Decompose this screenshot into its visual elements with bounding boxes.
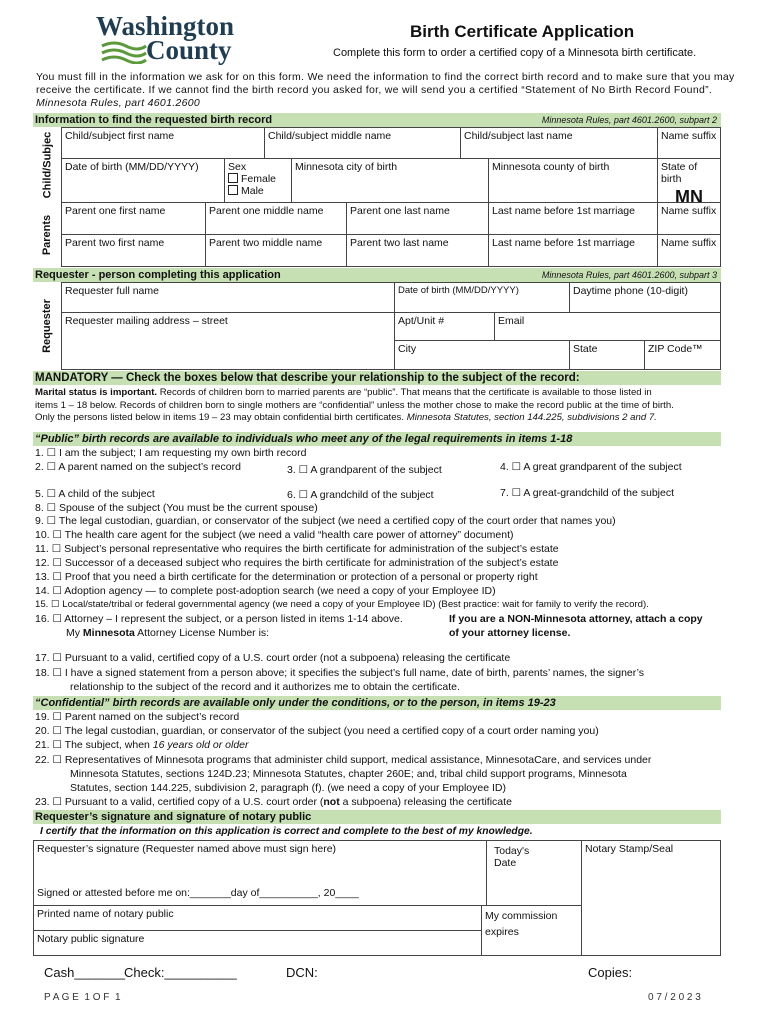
- record-section-ref: Minnesota Rules, part 4601.2600, subpart 2: [541, 115, 717, 125]
- item-14-checkbox[interactable]: 14. ☐ Adoption agency — to complete post-adoption search (we need a copy of your Employee ID): [35, 585, 496, 597]
- mandatory-header: MANDATORY — Check the boxes below that describe your relationship to the subject of the record:: [33, 371, 721, 385]
- requester-section-ref: Minnesota Rules, part 4601.2600, subpart 3: [541, 270, 717, 280]
- todays-date-label: Today's Date: [494, 845, 530, 869]
- attorney-license-label: My Minnesota Attorney License Number is:: [66, 627, 270, 639]
- item-15-checkbox[interactable]: 15. ☐ Local/state/tribal or federal governmental agency (we need a copy of your Employee ID) (Best practice: wait for family to verify the record).: [35, 599, 649, 610]
- mn-county-of-birth-field[interactable]: Minnesota county of birth: [488, 158, 658, 203]
- dcn-field[interactable]: DCN:: [286, 965, 318, 980]
- requester-signature-label: Requester’s signature (Requester named above must sign here): [37, 843, 337, 855]
- signature-section-header: Requester’s signature and signature of notary public: [33, 810, 721, 824]
- item-3-checkbox[interactable]: 3. ☐ A grandparent of the subject: [287, 464, 442, 476]
- item-21-checkbox[interactable]: 21. ☐ The subject, when 16 years old or older: [35, 739, 249, 751]
- requester-section-title: Requester - person completing this application: [35, 269, 281, 281]
- intro-body: You must fill in the information we ask for on this form. We need the information to find the correct birth record and to make sure that you may receive the certificate. If we cannot find the birth record you asked for, we will send you a certified “Statement of No Birth Record Found”.: [36, 71, 735, 96]
- parent-two-maiden-name-field[interactable]: Last name before 1st marriage: [488, 234, 658, 267]
- public-records-header: “Public” birth records are available to individuals who meet any of the legal requirements in items 1-18: [33, 432, 721, 446]
- non-mn-attorney-note-2: of your attorney license.: [449, 627, 571, 639]
- parents-side-label: Parents: [41, 214, 54, 256]
- requester-full-name-field[interactable]: Requester full name: [61, 282, 395, 313]
- parent-two-middle-name-field[interactable]: Parent two middle name: [205, 234, 347, 267]
- state-of-birth-field: [657, 158, 721, 207]
- state-of-birth-label: State of birth: [661, 161, 698, 185]
- item-10-checkbox[interactable]: 10. ☐ The health care agent for the subject (we need a valid “health care power of attorney” document): [35, 529, 514, 541]
- requester-phone-field[interactable]: Daytime phone (10-digit): [569, 282, 721, 313]
- commission-expires-field[interactable]: My commission expires: [481, 905, 582, 956]
- logo-washington: Washington: [96, 11, 235, 41]
- female-checkbox[interactable]: Female: [228, 173, 288, 185]
- intro-text: [36, 71, 736, 110]
- child-dob-field[interactable]: Date of birth (MM/DD/YYYY): [61, 158, 225, 203]
- notary-printed-name-field[interactable]: Printed name of notary public: [33, 905, 482, 931]
- marital-status-note: [35, 387, 725, 425]
- item-12-checkbox[interactable]: 12. ☐ Successor of a deceased subject who requires the birth certificate for administration of the subject’s estate: [35, 557, 559, 569]
- child-side-label: Child/Subjec: [41, 131, 53, 199]
- item-2-checkbox[interactable]: 2. ☐ A parent named on the subject’s record: [35, 461, 241, 473]
- form-date: 0 7 / 2 0 2 3: [648, 992, 701, 1003]
- logo-county: County: [146, 35, 232, 65]
- parent-one-first-name-field[interactable]: Parent one first name: [61, 202, 206, 235]
- child-last-name-field[interactable]: Child/subject last name: [460, 127, 658, 159]
- marital-line3: Only the persons listed below in items 19 – 23 may obtain confidential birth certificates.: [35, 412, 405, 423]
- parent-two-suffix-field[interactable]: Name suffix: [657, 234, 721, 267]
- notary-stamp-field[interactable]: Notary Stamp/Seal: [581, 840, 721, 956]
- item-16-checkbox[interactable]: 16. ☐ Attorney – I represent the subject, or a person listed in items 1-14 above.: [35, 613, 403, 625]
- item-4-checkbox[interactable]: 4. ☐ A great grandparent of the subject: [500, 461, 682, 473]
- page-subtitle: Complete this form to order a certified copy of a Minnesota birth certificate.: [333, 47, 697, 59]
- marital-bold: Marital status is important.: [35, 387, 158, 398]
- item-18-continued: relationship to the subject of the record and it authorizes me to obtain the certificate.: [70, 681, 460, 693]
- parent-two-last-name-field[interactable]: Parent two last name: [346, 234, 489, 267]
- item-1-checkbox[interactable]: 1. ☐ I am the subject; I am requesting my own birth record: [35, 447, 307, 459]
- item-22-checkbox[interactable]: 22. ☐ Representatives of Minnesota programs that administer child support, medical assistance, MinnesotaCare, and services under: [35, 754, 652, 766]
- parent-one-middle-name-field[interactable]: Parent one middle name: [205, 202, 347, 235]
- record-section-title: Information to find the requested birth record: [35, 114, 273, 126]
- requester-city-field[interactable]: City: [394, 340, 570, 370]
- cash-field[interactable]: Cash_______: [44, 965, 125, 980]
- record-section-header: [33, 113, 721, 127]
- item-18-checkbox[interactable]: 18. ☐ I have a signed statement from a person above; it specifies the subject’s full name, date of birth, parents’ names, the signer’s: [35, 667, 645, 679]
- marital-ref: Minnesota Statutes, section 144.225, subdivisions 2 and 7.: [406, 412, 657, 423]
- mn-city-of-birth-field[interactable]: Minnesota city of birth: [291, 158, 489, 203]
- certify-statement: I certify that the information on this application is correct and complete to the best of my knowledge.: [40, 826, 533, 837]
- check-field[interactable]: Check:__________: [124, 965, 237, 980]
- copies-field[interactable]: Copies:: [588, 965, 633, 980]
- item-6-checkbox[interactable]: 6. ☐ A grandchild of the subject: [287, 489, 434, 501]
- item-22-continued-1: Minnesota Statutes, sections 124D.23; Minnesota Statutes, chapter 260E; and, tribal child support programs, Minnesota: [70, 768, 627, 780]
- male-checkbox[interactable]: Male: [228, 185, 288, 197]
- requester-section-header: [33, 268, 721, 282]
- notary-signature-field[interactable]: Notary public signature: [33, 930, 482, 956]
- item-23-checkbox[interactable]: 23. ☐ Pursuant to a valid, certified copy of a U.S. court order (not a subpoena) releasing the certificate: [35, 796, 512, 808]
- item-17-checkbox[interactable]: 17. ☐ Pursuant to a valid, certified copy of a U.S. court order (not a subpoena) releasing the certificate: [35, 652, 511, 664]
- signed-attested-line[interactable]: Signed or attested before me on:_______day of__________, 20____: [33, 886, 487, 906]
- sex-label: Sex: [228, 161, 247, 173]
- page-title: Birth Certificate Application: [410, 22, 635, 41]
- logo-waves-icon: [100, 40, 148, 64]
- non-mn-attorney-note-1: If you are a NON-Minnesota attorney, attach a copy: [449, 613, 703, 625]
- parent-two-first-name-field[interactable]: Parent two first name: [61, 234, 206, 267]
- child-first-name-field[interactable]: Child/subject first name: [61, 127, 265, 159]
- requester-side-label: Requester: [41, 299, 54, 353]
- page-number: P A G E 1 O F 1: [44, 992, 121, 1003]
- parent-one-suffix-field[interactable]: Name suffix: [657, 202, 721, 235]
- requester-state-field[interactable]: State: [569, 340, 645, 370]
- item-22-continued-2: Statutes, section 144.225, subdivision 2, paragraph (f). (we need a copy of your Employee ID): [70, 782, 506, 794]
- parent-one-maiden-name-field[interactable]: Last name before 1st marriage: [488, 202, 658, 235]
- requester-address-field[interactable]: Requester mailing address – street: [61, 312, 395, 370]
- child-name-suffix-field[interactable]: Name suffix: [657, 127, 721, 159]
- item-9-checkbox[interactable]: 9. ☐ The legal custodian, guardian, or conservator of the subject (we need a certified copy of the court order that names you): [35, 515, 616, 527]
- state-of-birth-value: MN: [675, 187, 703, 207]
- item-8-checkbox[interactable]: 8. ☐ Spouse of the subject (You must be the current spouse): [35, 502, 318, 514]
- child-middle-name-field[interactable]: Child/subject middle name: [264, 127, 461, 159]
- item-20-checkbox[interactable]: 20. ☐ The legal custodian, guardian, or conservator of the subject (you need a certified copy of a court order naming you): [35, 725, 599, 737]
- requester-zip-field[interactable]: ZIP Code™: [644, 340, 721, 370]
- todays-date-field[interactable]: [486, 840, 582, 906]
- item-19-checkbox[interactable]: 19. ☐ Parent named on the subject’s record: [35, 711, 240, 723]
- requester-email-field[interactable]: Email: [494, 312, 721, 341]
- marital-line1: Records of children born to married parents are “public”. That means that the certificate is available to those listed in: [159, 387, 652, 398]
- item-11-checkbox[interactable]: 11. ☐ Subject’s personal representative who requires the birth certificate for administration of the subject’s estate: [35, 543, 559, 555]
- requester-dob-field[interactable]: Date of birth (MM/DD/YYYY): [394, 282, 570, 313]
- item-5-checkbox[interactable]: 5. ☐ A child of the subject: [35, 488, 155, 500]
- intro-rule: Minnesota Rules, part 4601.2600: [36, 97, 200, 109]
- marital-line2: items 1 – 18 below. Records of children born to single mothers are “confidential” unless the mother chose to make the record public at the time of birth.: [35, 399, 674, 411]
- requester-apt-field[interactable]: Apt/Unit #: [394, 312, 495, 341]
- parent-one-last-name-field[interactable]: Parent one last name: [346, 202, 489, 235]
- sex-field: [224, 158, 292, 203]
- item-7-checkbox[interactable]: 7. ☐ A great-grandchild of the subject: [500, 487, 675, 499]
- confidential-records-header: “Confidential” birth records are available only under the conditions, or to the person, in items 19-23: [33, 696, 721, 710]
- item-13-checkbox[interactable]: 13. ☐ Proof that you need a birth certificate for the determination or protection of a personal or property right: [35, 571, 538, 583]
